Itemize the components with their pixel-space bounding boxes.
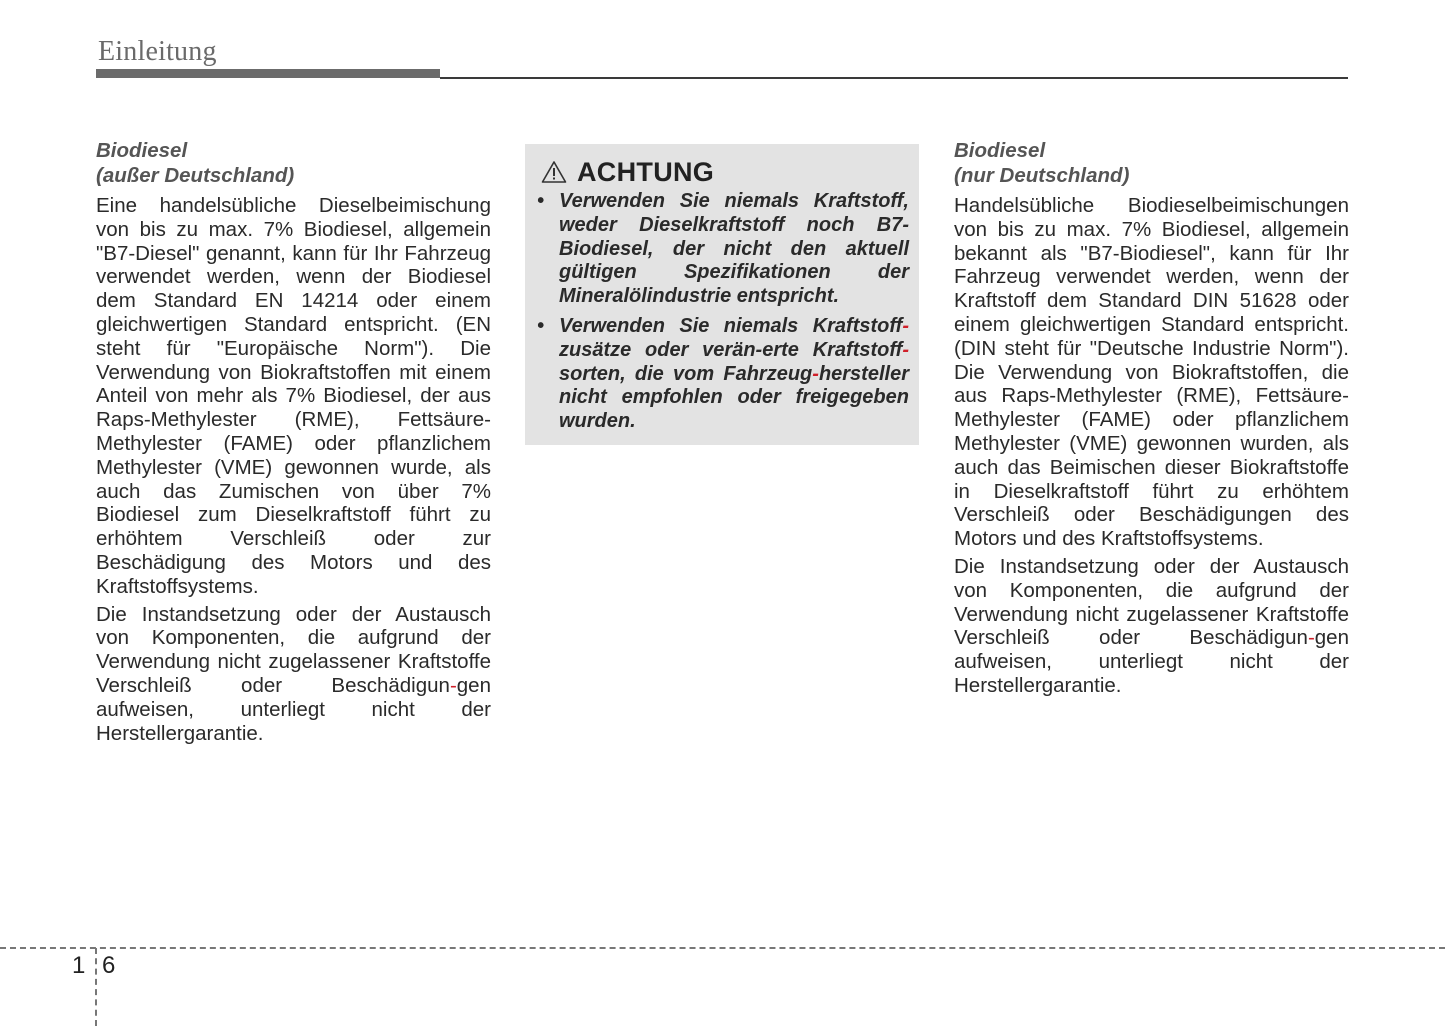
right-paragraph-1: Handelsübliche Biodieselbeimischungen von bis zu max. 7% Biodiesel, allgemein bekannt als "B7-Biodiesel", kann für Ihr Fahrzeug verwendet werden, wenn der Kraftstoff dem Standard DIN 51628 oder einem gleichwertigen Standard entspricht. (DIN steht für "Deutsche Industrie Norm"). Die Verwendung von Biokraftstoffen, die aus Raps-Methylester (RME), Fettsäure-Methylester (FAME) oder pflanzlichem Methylester (VME) gewonnen wurden, als auch das Beimischen dieser Biokraftstoffe in Dieselkraftstoff führt zu erhöhtem Verschleiß oder Beschädigungen des Motors und des Kraftstoffsystems. [954, 194, 1349, 551]
warning-triangle-icon [541, 160, 567, 184]
footer-dashed-divider [95, 948, 97, 1026]
chapter-number: 1 [72, 952, 86, 979]
hyphen-mark: - [902, 314, 909, 337]
caution-item-2-part-b: zusätze oder verän-erte Kraftstoff [559, 338, 903, 361]
hyphen-mark: - [449, 673, 457, 697]
hyphen-mark: - [902, 338, 909, 361]
right-paragraph-2 [954, 555, 1349, 698]
page-section-title: Einleitung [98, 36, 217, 67]
caution-item-2-part-a: Verwenden Sie niemals Kraftstoff [559, 314, 903, 337]
page-number: 6 [102, 952, 116, 979]
caution-title: ACHTUNG [577, 156, 715, 187]
left-paragraph-2-part-b: gen aufweisen, unterliegt nicht der Herstellergarantie. [96, 673, 491, 745]
hyphen-mark: - [812, 362, 819, 385]
caution-item-1-text: Verwenden Sie niemals Kraftstoff, weder Dieselkraftstoff noch B7-Biodiesel, der nicht den aktuell gültigen Spezifikationen der Mineralölindustrie entspricht. [559, 190, 909, 308]
left-paragraph-2-part-a: Die Instandsetzung oder der Austausch von Komponenten, die aufgrund der Verwendung nicht zugelassener Kraftstoffe Verschleiß oder Beschädigun [96, 602, 491, 697]
header-rule [440, 77, 1348, 79]
footer-dashed-rule [0, 947, 1445, 949]
bullet-marker: • [537, 314, 545, 337]
caution-box [525, 144, 919, 445]
caution-item-2 [537, 315, 909, 434]
hyphen-mark: - [1307, 626, 1315, 650]
left-paragraph-1: Eine handelsübliche Dieselbeimischung von bis zu max. 7% Biodiesel, allgemein "B7-Diesel" genannt, kann für Ihr Fahrzeug verwendet werden, wenn der Biodiesel dem Standard EN 14214 oder einem gleichwertigen Standard entspricht. (EN steht für "Europäische Norm"). Die Verwendung von Biokraftstoffen mit einem Anteil von mehr als 7% Biodiesel, der aus Raps-Methylester (RME), Fettsäure-Methylester (FAME) oder pflanzlichem Methylester (VME) gewonnen wurde, als auch das Zumischen von über 7% Biodiesel zum Dieselkraftstoff führt zu erhöhtem Verschleiß oder zur Beschädigung des Motors und des Kraftstoffsystems. [96, 194, 491, 598]
left-heading-title: Biodiesel [96, 139, 188, 162]
caution-item-1 [537, 190, 909, 309]
left-paragraph-2 [96, 603, 491, 746]
caution-header [537, 156, 909, 188]
left-column [96, 138, 491, 749]
right-paragraph-2-part-b: gen aufweisen, unterliegt nicht der Herstellergarantie. [954, 626, 1349, 697]
bullet-marker: • [537, 190, 545, 212]
caution-list [537, 190, 909, 434]
right-paragraph-2-part-a: Die Instandsetzung oder der Austausch von Komponenten, die aufgrund der Verwendung nicht zugelassener Kraftstoffe Verschleiß oder Beschädigun [954, 554, 1349, 650]
right-heading-title: Biodiesel [954, 139, 1046, 162]
caution-item-2-part-c: sorten, die vom Fahrzeug [559, 362, 813, 385]
right-column [954, 138, 1349, 702]
right-heading-subtitle: (nur Deutschland) [954, 164, 1130, 187]
header-accent-bar [96, 69, 440, 78]
caution-item-2-part-d: hersteller nicht empfohlen oder freigegeben wurden. [559, 362, 909, 433]
left-heading-subtitle: (außer Deutschland) [96, 164, 295, 187]
